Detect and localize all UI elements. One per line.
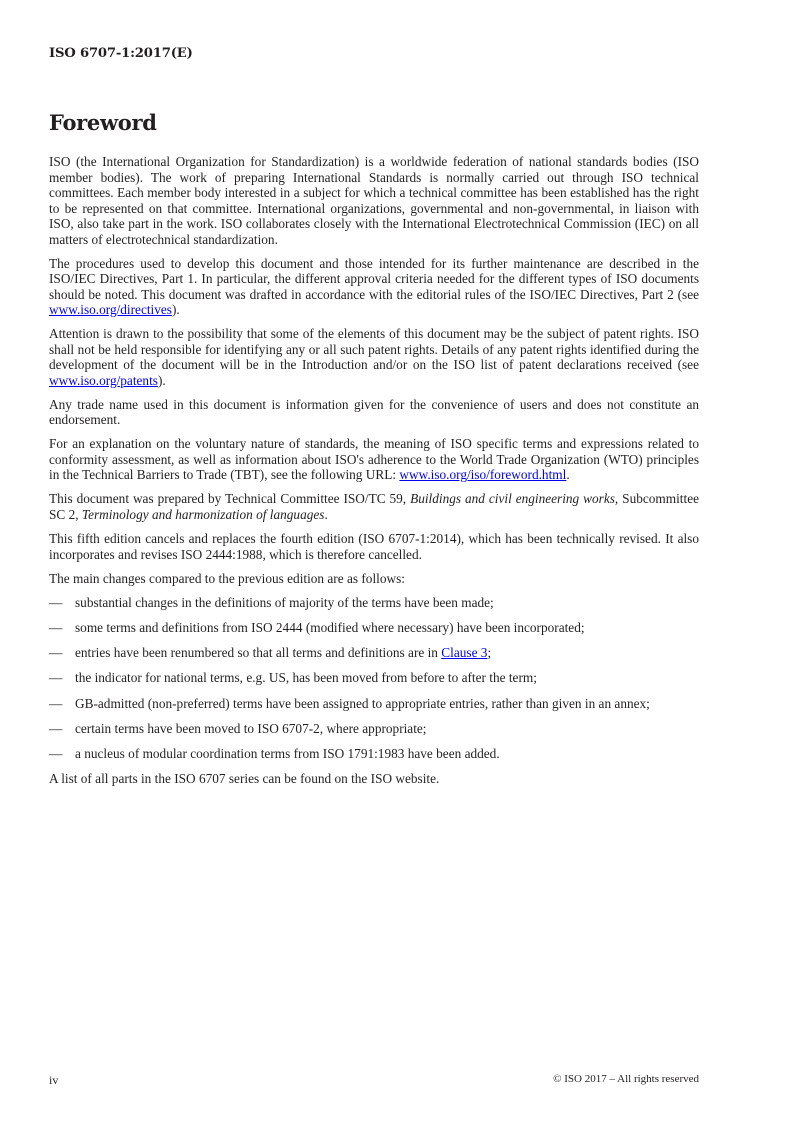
page-number: iv: [49, 1073, 59, 1087]
dash-bullet-icon: —: [49, 619, 63, 635]
dash-bullet-icon: —: [49, 745, 63, 761]
foreword-link[interactable]: www.iso.org/iso/foreword.html: [399, 467, 567, 483]
list-item: [49, 721, 699, 737]
directives-link[interactable]: www.iso.org/directives: [49, 302, 172, 318]
text: ).: [157, 372, 166, 388]
dash-bullet-icon: —: [49, 645, 63, 661]
subcommittee-name: Terminology and harmonization of languages: [81, 506, 325, 522]
dash-bullet-icon: —: [49, 670, 63, 686]
text: For an explanation on the voluntary nature of standards, the meaning of ISO specific terms and expressions related to conformity assessment, as well as information about ISO's adherence to the World Trade Organization (WTO) principles in the Technical Barriers to Trade (TBT), see the following URL:: [49, 436, 699, 483]
patents-link[interactable]: www.iso.org/patents: [49, 372, 158, 388]
list-item: [49, 595, 699, 611]
page-title: Foreword: [49, 110, 157, 135]
list-item: [49, 696, 699, 712]
changes-list: [49, 595, 699, 762]
dash-bullet-icon: —: [49, 695, 63, 711]
dash-bullet-icon: —: [49, 720, 63, 736]
paragraph-prepared-by: [49, 491, 699, 522]
text: Attention is drawn to the possibility that some of the elements of this document may be the subject of patent rights. ISO shall not be held responsible for identifying any or all such patent rights. Details of any patent rights identified during the development of the document will be in the Introduction and/or on the ISO list of patent declarations received (see: [49, 326, 699, 373]
copyright-notice: © ISO 2017 – All rights reserved: [553, 1073, 699, 1085]
paragraph-procedures: [49, 256, 699, 318]
dash-bullet-icon: —: [49, 594, 63, 610]
list-item-text: substantial changes in the definitions of majority of the terms have been made;: [75, 594, 494, 610]
paragraph-edition: This fifth edition cancels and replaces the fourth edition (ISO 6707-1:2014), which has been technically revised. It also incorporates and revises ISO 2444:1988, which is therefore cancelled.: [49, 531, 699, 562]
paragraph-patents: [49, 326, 699, 388]
text: ).: [171, 302, 180, 318]
document-id: ISO 6707-1:2017(E): [49, 46, 193, 61]
committee-name: Buildings and civil engineering works: [410, 491, 615, 507]
paragraph-series-parts: A list of all parts in the ISO 6707 series can be found on the ISO website.: [49, 771, 440, 787]
text: The procedures used to develop this document and those intended for its further maintenance are described in the ISO/IEC Directives, Part 1. In particular, the different approval criteria needed for the different types of ISO documents should be noted. This document was drafted in accordance with the editorial rules of the ISO/IEC Directives, Part 2 (see: [49, 255, 699, 302]
list-item-text: certain terms have been moved to ISO 6707-2, where appropriate;: [75, 720, 427, 736]
list-item: [49, 645, 699, 661]
foreword-body: [49, 154, 699, 795]
paragraph-trade-name: Any trade name used in this document is information given for the convenience of users and does not constitute an endorsement.: [49, 396, 699, 428]
text: , Subcommittee SC 2,: [49, 491, 699, 522]
clause-3-link[interactable]: Clause 3: [441, 645, 488, 661]
text: .: [566, 467, 570, 483]
text: ;: [487, 645, 492, 661]
list-item-text: a nucleus of modular coordination terms from ISO 1791:1983 have been added.: [75, 745, 500, 761]
list-item-text: entries have been renumbered so that all terms and definitions are in: [75, 645, 442, 661]
list-item-text: the indicator for national terms, e.g. US, has been moved from before to after the term;: [75, 670, 537, 686]
list-item: [49, 746, 699, 762]
text: .: [324, 506, 328, 522]
list-item: [49, 620, 699, 636]
text: This document was prepared by Technical Committee ISO/TC 59,: [49, 491, 411, 507]
paragraph-voluntary-nature: [49, 436, 699, 483]
paragraph-iso-intro: ISO (the International Organization for Standardization) is a worldwide federation of national standards bodies (ISO member bodies). The work of preparing International Standards is normally carried out through ISO technical committees. Each member body interested in a subject for which a technical committee has been established has the right to be represented on that committee. International organizations, governmental and non-governmental, in liaison with ISO, also take part in the work. ISO collaborates closely with the International Electrotechnical Commission (IEC) on all matters of electrotechnical standardization.: [49, 154, 699, 247]
list-item-text: GB-admitted (non-preferred) terms have been assigned to appropriate entries, rather than given in an annex;: [75, 695, 650, 711]
list-item-text: some terms and definitions from ISO 2444 (modified where necessary) have been incorporated;: [75, 619, 585, 635]
list-item: [49, 670, 699, 686]
paragraph-changes-intro: The main changes compared to the previous edition are as follows:: [49, 570, 405, 586]
